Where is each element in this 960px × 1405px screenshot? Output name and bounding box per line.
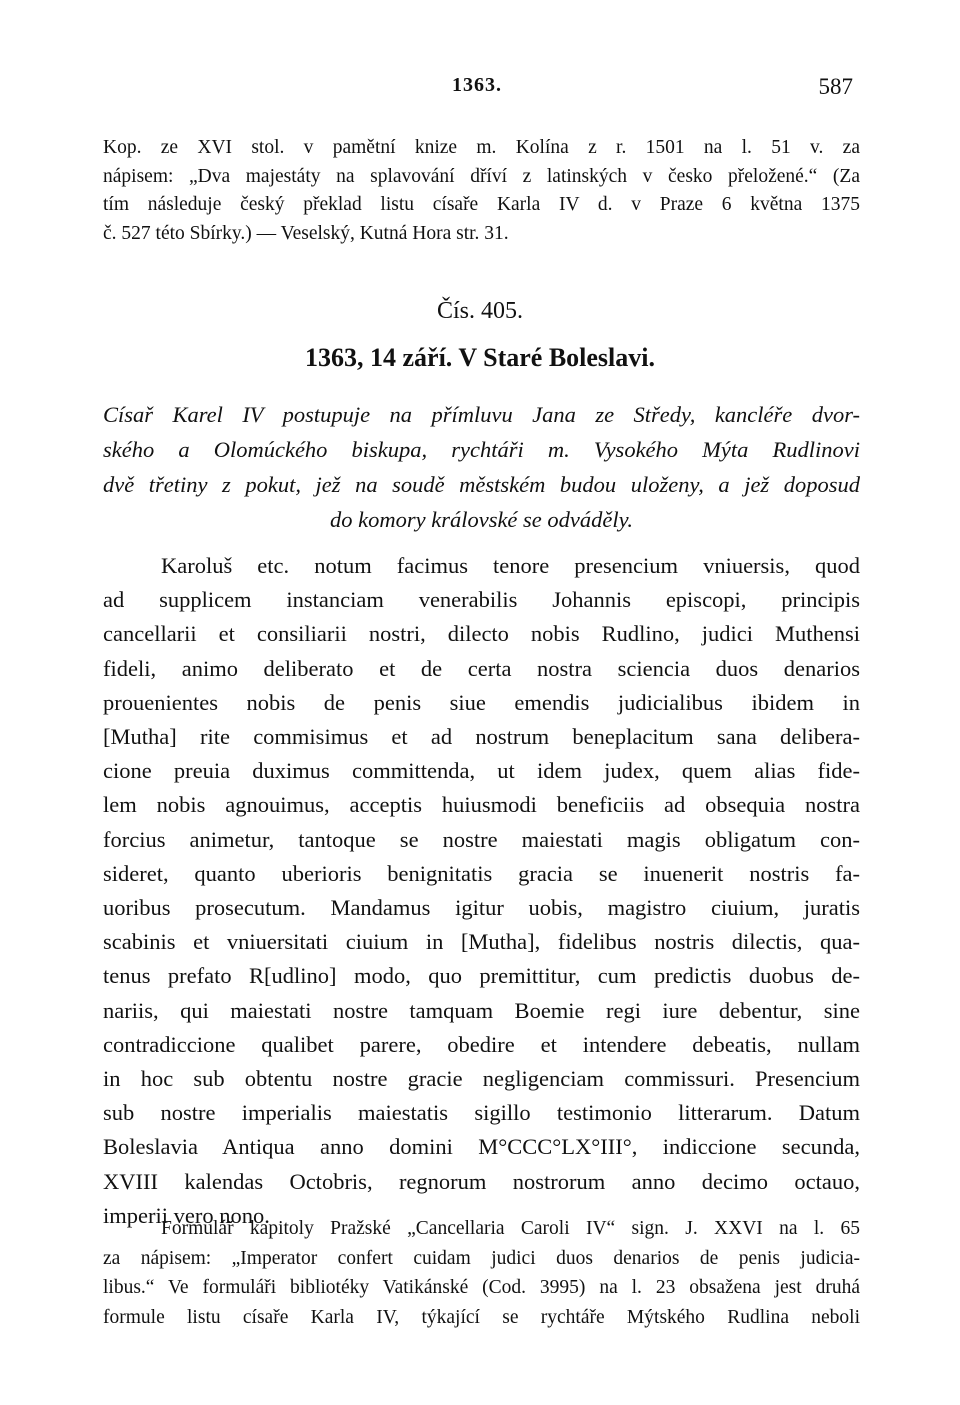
running-head	[0, 74, 960, 104]
charter-line: contradiccione qualibet parere, obedire et intendere debeatis, nullam	[103, 1031, 860, 1057]
source-footnote	[103, 1214, 860, 1332]
preliminary-note-line: Kop. ze XVI stol. v pamětní knize m. Kolína z r. 1501 na l. 51 v. za	[103, 137, 860, 158]
charter-line: cione preuia duximus committenda, ut idem judex, quem alias fide-	[103, 758, 860, 784]
charter-line: cancellarii et consiliarii nostri, dilecto nobis Rudlino, judici Muthensi	[103, 621, 860, 647]
summary-line: do komory královské se odváděly.	[329, 507, 634, 532]
charter-line: lem nobis agnouimus, acceptis huiusmodi beneficiis ad obsequia nostra	[103, 792, 860, 818]
footnote-line: libus.“ Ve formuláři bibliotéky Vatikánské (Cod. 3995) na l. 23 obsažena jest druhá	[103, 1277, 860, 1298]
summary-line: dvě třetiny z pokut, jež na soudě městském budou uloženy, a jež doposud	[103, 472, 860, 497]
charter-line: [Mutha] rite commisimus et ad nostrum beneplacitum sana delibera-	[103, 724, 860, 750]
summary-line: Císař Karel IV postupuje na přímluvu Jana ze Středy, kancléře dvor-	[103, 402, 860, 427]
charter-line: uoribus prosecutum. Mandamus igitur uobis, magistro ciuium, juratis	[103, 895, 860, 921]
charter-line: Boleslavia Antiqua anno domini M°CCC°LX°III°, indiccione secunda,	[103, 1134, 860, 1160]
charter-text	[103, 549, 860, 1233]
charter-line: in hoc sub obtentu nostre gracie negligenciam commissuri. Presencium	[103, 1066, 860, 1092]
charter-line: forcius animetur, tantoque se nostre maiestati magis obligatum con-	[103, 826, 860, 852]
document-number: Čís. 405.	[436, 298, 523, 324]
regest-summary	[103, 397, 860, 537]
charter-line: prouenientes nobis de penis siue emendis judicialibus ibidem in	[103, 689, 860, 715]
preliminary-note-line: nápisem: „Dva majestáty na splavování dříví z latinských v česko přeložené.“ (Za	[103, 165, 860, 187]
preliminary-note-line: č. 527 této Sbírky.) — Veselský, Kutná Hora str. 31.	[103, 222, 509, 244]
footnote-line: za nápisem: „Imperator confert cuidam judici duos denarios de penis judicia-	[103, 1247, 860, 1269]
charter-line: sub nostre imperialis maiestatis sigillo testimonio litterarum. Datum	[103, 1100, 860, 1126]
charter-line: XVIII kalendas Octobris, regnorum nostrorum anno decimo octauo,	[103, 1168, 860, 1194]
preliminary-note-line: tím následuje český překlad listu císaře Karla IV d. v Praze 6 května 1375	[103, 194, 860, 215]
charter-line: ad supplicem instanciam venerabilis Johannis episcopi, principis	[103, 587, 860, 613]
charter-line: sideret, quanto uberioris benignitatis gracia se inuenerit nostris fa-	[103, 860, 860, 886]
running-head-year: 1363.	[452, 74, 502, 96]
footnote-line: formule listu císaře Karla IV, týkající se rychtáře Mýtského Rudlina neboli	[103, 1306, 860, 1328]
page-number: 587	[818, 74, 853, 99]
preliminary-note	[103, 134, 860, 248]
charter-line: scabinis et vniuersitati ciuium in [Mutha], fidelibus nostris dilectis, qua-	[103, 929, 860, 955]
charter-line: fideli, animo deliberato et de certa nostra sciencia duos denarios	[103, 655, 860, 681]
footnote-line: Formulář kapitoly Pražské „Cancellaria Caroli IV“ sign. J. XXVI na l. 65	[161, 1218, 860, 1239]
document-title: 1363, 14 září. V Staré Boleslavi.	[304, 343, 655, 372]
charter-line: nariis, qui maiestati nostre tamquam Boemie regi iure debentur, sine	[103, 997, 860, 1023]
summary-line: ského a Olomúckého biskupa, rychtáři m. Vysokého Mýta Rudlinovi	[103, 437, 860, 462]
charter-line: Karoluš etc. notum facimus tenore presencium vniuersis, quod	[161, 553, 860, 578]
charter-line: tenus prefato R[udlino] modo, quo premittitur, cum predictis duobus de-	[103, 963, 860, 989]
charter-line: imperii vero nono.	[103, 1202, 270, 1228]
